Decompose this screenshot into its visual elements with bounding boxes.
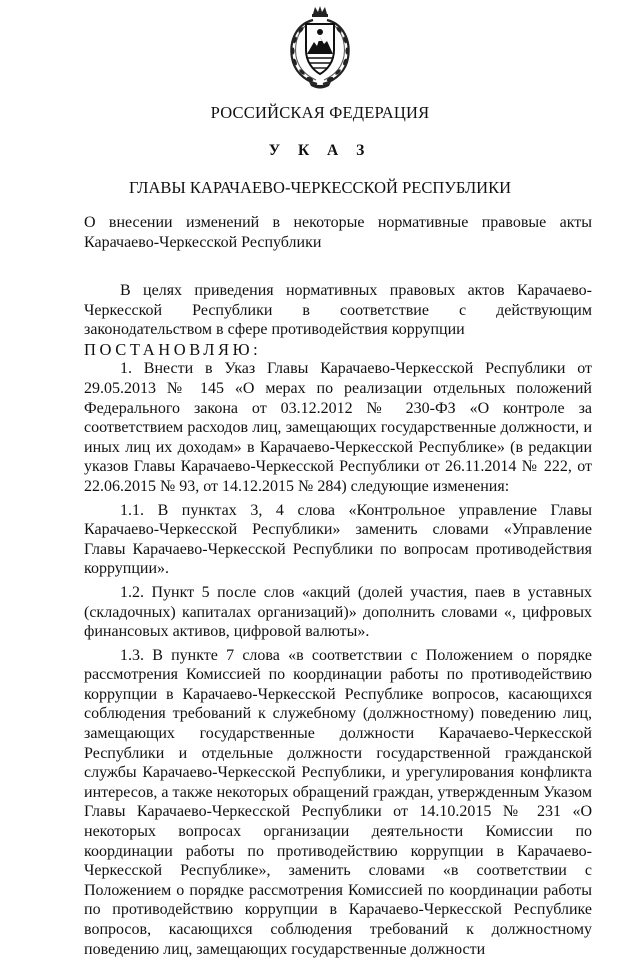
item-1-3-paragraph: 1.3. В пункте 7 слова «в соответствии с Положением о порядке рассмотрения Комиссией по координации работы по противодействию коррупции в Карачаево-Черкесской Республике вопросов, касающихся соблюдения требований к служебному (должностному) поведению лиц, замещающих государственные должности Карачаево-Черкесской Республики и отдельные должности государственной гражданской службы Карачаево-Черкесской Республики, и урегулирования конфликта интересов, а также некоторых обращений граждан, утвержденным Указом Главы Карачаево-Черкесской Республики от 14.10.2015 № 231 «О некоторых вопросах организации деятельности Комиссии по координации работы по противодействию коррупции в Карачаево-Черкесской Республике», заменить словами «в соответствии с Положением о порядке рассмотрения Комиссией по координации работы по противодействию коррупции в Карачаево-Черкесской Республике вопросов, касающихся соблюдения требований к должностному поведению лиц, замещающих государственные должности: [84, 646, 592, 958]
coat-of-arms-emblem: [283, 4, 357, 90]
item-1-1-paragraph: 1.1. В пунктах 3, 4 слова «Контрольное управление Главы Карачаево-Черкесской Республики» заменить словами «Управление Главы Карачаево-Черкесской Республики по вопросам противодействия коррупции».: [84, 501, 592, 578]
document-subject: О внесении изменений в некоторые нормативные правовые акты Карачаево-Черкесской Республики: [84, 214, 592, 251]
item-1-2-paragraph: 1.2. Пункт 5 после слов «акций (долей участия, паев в уставных (складочных) капиталах организаций)» дополнить словами «, цифровых финансовых активов, цифровой валюты».: [84, 583, 592, 641]
decree-word: ПОСТАНОВЛЯЮ:: [84, 339, 262, 359]
preamble-paragraph: В целях приведения нормативных правовых актов Карачаево-Черкесской Республики в соответствие с действующим законодательством в сфере противодействия коррупции: [84, 282, 592, 339]
item-1-paragraph: 1. Внести в Указ Главы Карачаево-Черкесской Республики от 29.05.2013 № 145 «О мерах по реализации отдельных положений Федерального закона от 03.12.2012 № 230-ФЗ «О контроле за соответствием расходов лиц, замещающих государственные должности, и иных лиц их доходам» в Карачаево-Черкесской Республике» (в редакции указов Главы Карачаево-Черкесской Республики от 26.11.2014 № 222, от 22.06.2015 № 93, от 14.12.2015 № 284) следующие изменения:: [84, 360, 592, 495]
authority-heading: ГЛАВЫ КАРАЧАЕВО-ЧЕРКЕССКОЙ РЕСПУБЛИКИ: [128, 178, 512, 197]
country-heading: РОССИЙСКАЯ ФЕДЕРАЦИЯ: [210, 103, 430, 122]
document-type-heading: У К А З: [268, 142, 372, 159]
document-body: [84, 281, 592, 959]
